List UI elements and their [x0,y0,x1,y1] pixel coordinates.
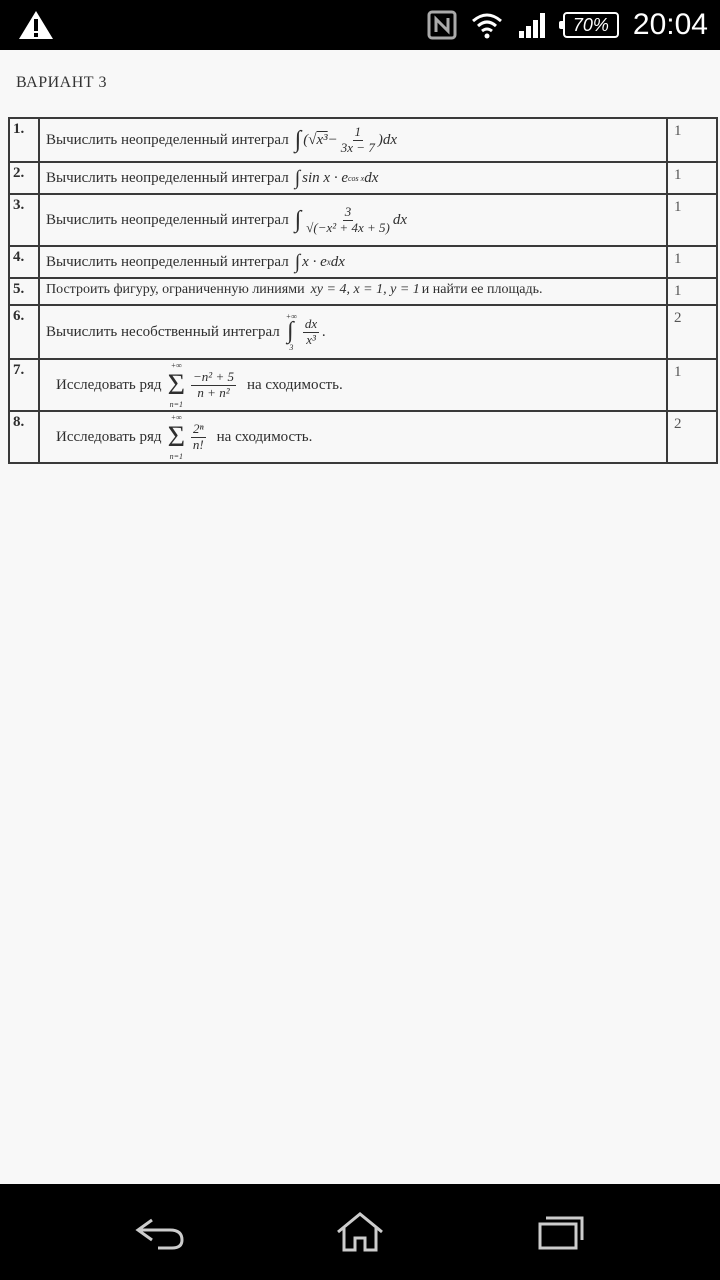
task-text-2: на сходимость. [216,428,313,445]
warning-icon [18,10,54,40]
task-formula: +∞ Σ n=1 $\frac{\text{−n² + 5}}{\text{n + n²}}$ [167,361,234,409]
task-number: 3. [9,194,39,246]
task-formula: ∫ sin x · e cos x dx [294,166,379,189]
table-row [9,118,717,162]
table-row [9,278,717,305]
task-formula: ∫ (√ x³ − $\frac{1}{3x - 7}$ )dx [294,124,397,155]
task-points: 1 [667,118,717,162]
task-number: 7. [9,359,39,411]
task-formula: +∞ Σ n=1 $\frac{\text{2ⁿ}}{n!}$ [167,413,204,461]
wifi-icon [471,11,503,39]
recents-icon[interactable] [530,1212,590,1252]
task-text: Вычислить неопределенный интеграл [46,131,289,148]
task-cell [39,118,667,162]
task-cell [39,411,667,463]
task-text-2: на сходимость. [246,376,343,393]
table-row [9,305,717,359]
document-viewer[interactable] [0,50,720,1184]
task-points: 2 [667,305,717,359]
status-time: 20:04 [632,8,708,41]
task-cell [39,194,667,246]
task-points: 1 [667,194,717,246]
task-cell [39,246,667,278]
table-row [9,359,717,411]
task-number: 8. [9,411,39,463]
task-formula: ∫ $\frac{3}{\text{√(−x² + 4x + 5)}}$ dx [294,204,407,235]
task-text: Исследовать ряд [56,428,162,445]
task-points: 1 [667,359,717,411]
task-cell [39,359,667,411]
task-text: Построить фигуру, ограниченную линиями [46,282,305,297]
variant-title: ВАРИАНТ 3 [16,74,108,91]
task-text: Вычислить неопределенный интеграл [46,253,289,270]
back-icon[interactable] [130,1212,190,1252]
task-text: Вычислить несобственный интеграл [46,323,280,340]
task-points: 1 [667,162,717,194]
nfc-icon [427,10,457,40]
battery-icon [563,12,619,38]
task-text: Вычислить неопределенный интеграл [46,169,289,186]
signal-icon [517,11,549,39]
table-row [9,194,717,246]
table-row [9,162,717,194]
task-number: 5. [9,278,39,305]
task-text-2: и найти ее площадь. [421,282,543,297]
task-formula: +∞ ∫ 3 $\frac{dx}{\text{x³}}$ . [285,312,326,352]
task-cell [39,305,667,359]
task-formula: xy = 4, x = 1, y = 1 [310,282,420,297]
task-text: Вычислить неопределенный интеграл [46,211,289,228]
task-cell [39,278,667,305]
task-points: 1 [667,278,717,305]
table-row [9,411,717,463]
task-number: 1. [9,118,39,162]
status-bar [0,0,720,50]
task-number: 6. [9,305,39,359]
task-formula: ∫ x · e x dx [294,250,345,273]
tasks-table [8,117,718,464]
task-number: 2. [9,162,39,194]
task-text: Исследовать ряд [56,376,162,393]
task-number: 4. [9,246,39,278]
home-icon[interactable] [330,1212,390,1252]
battery-level: 70% [572,14,609,35]
task-points: 2 [667,411,717,463]
table-row [9,246,717,278]
task-cell [39,162,667,194]
task-points: 1 [667,246,717,278]
navigation-bar [0,1184,720,1280]
